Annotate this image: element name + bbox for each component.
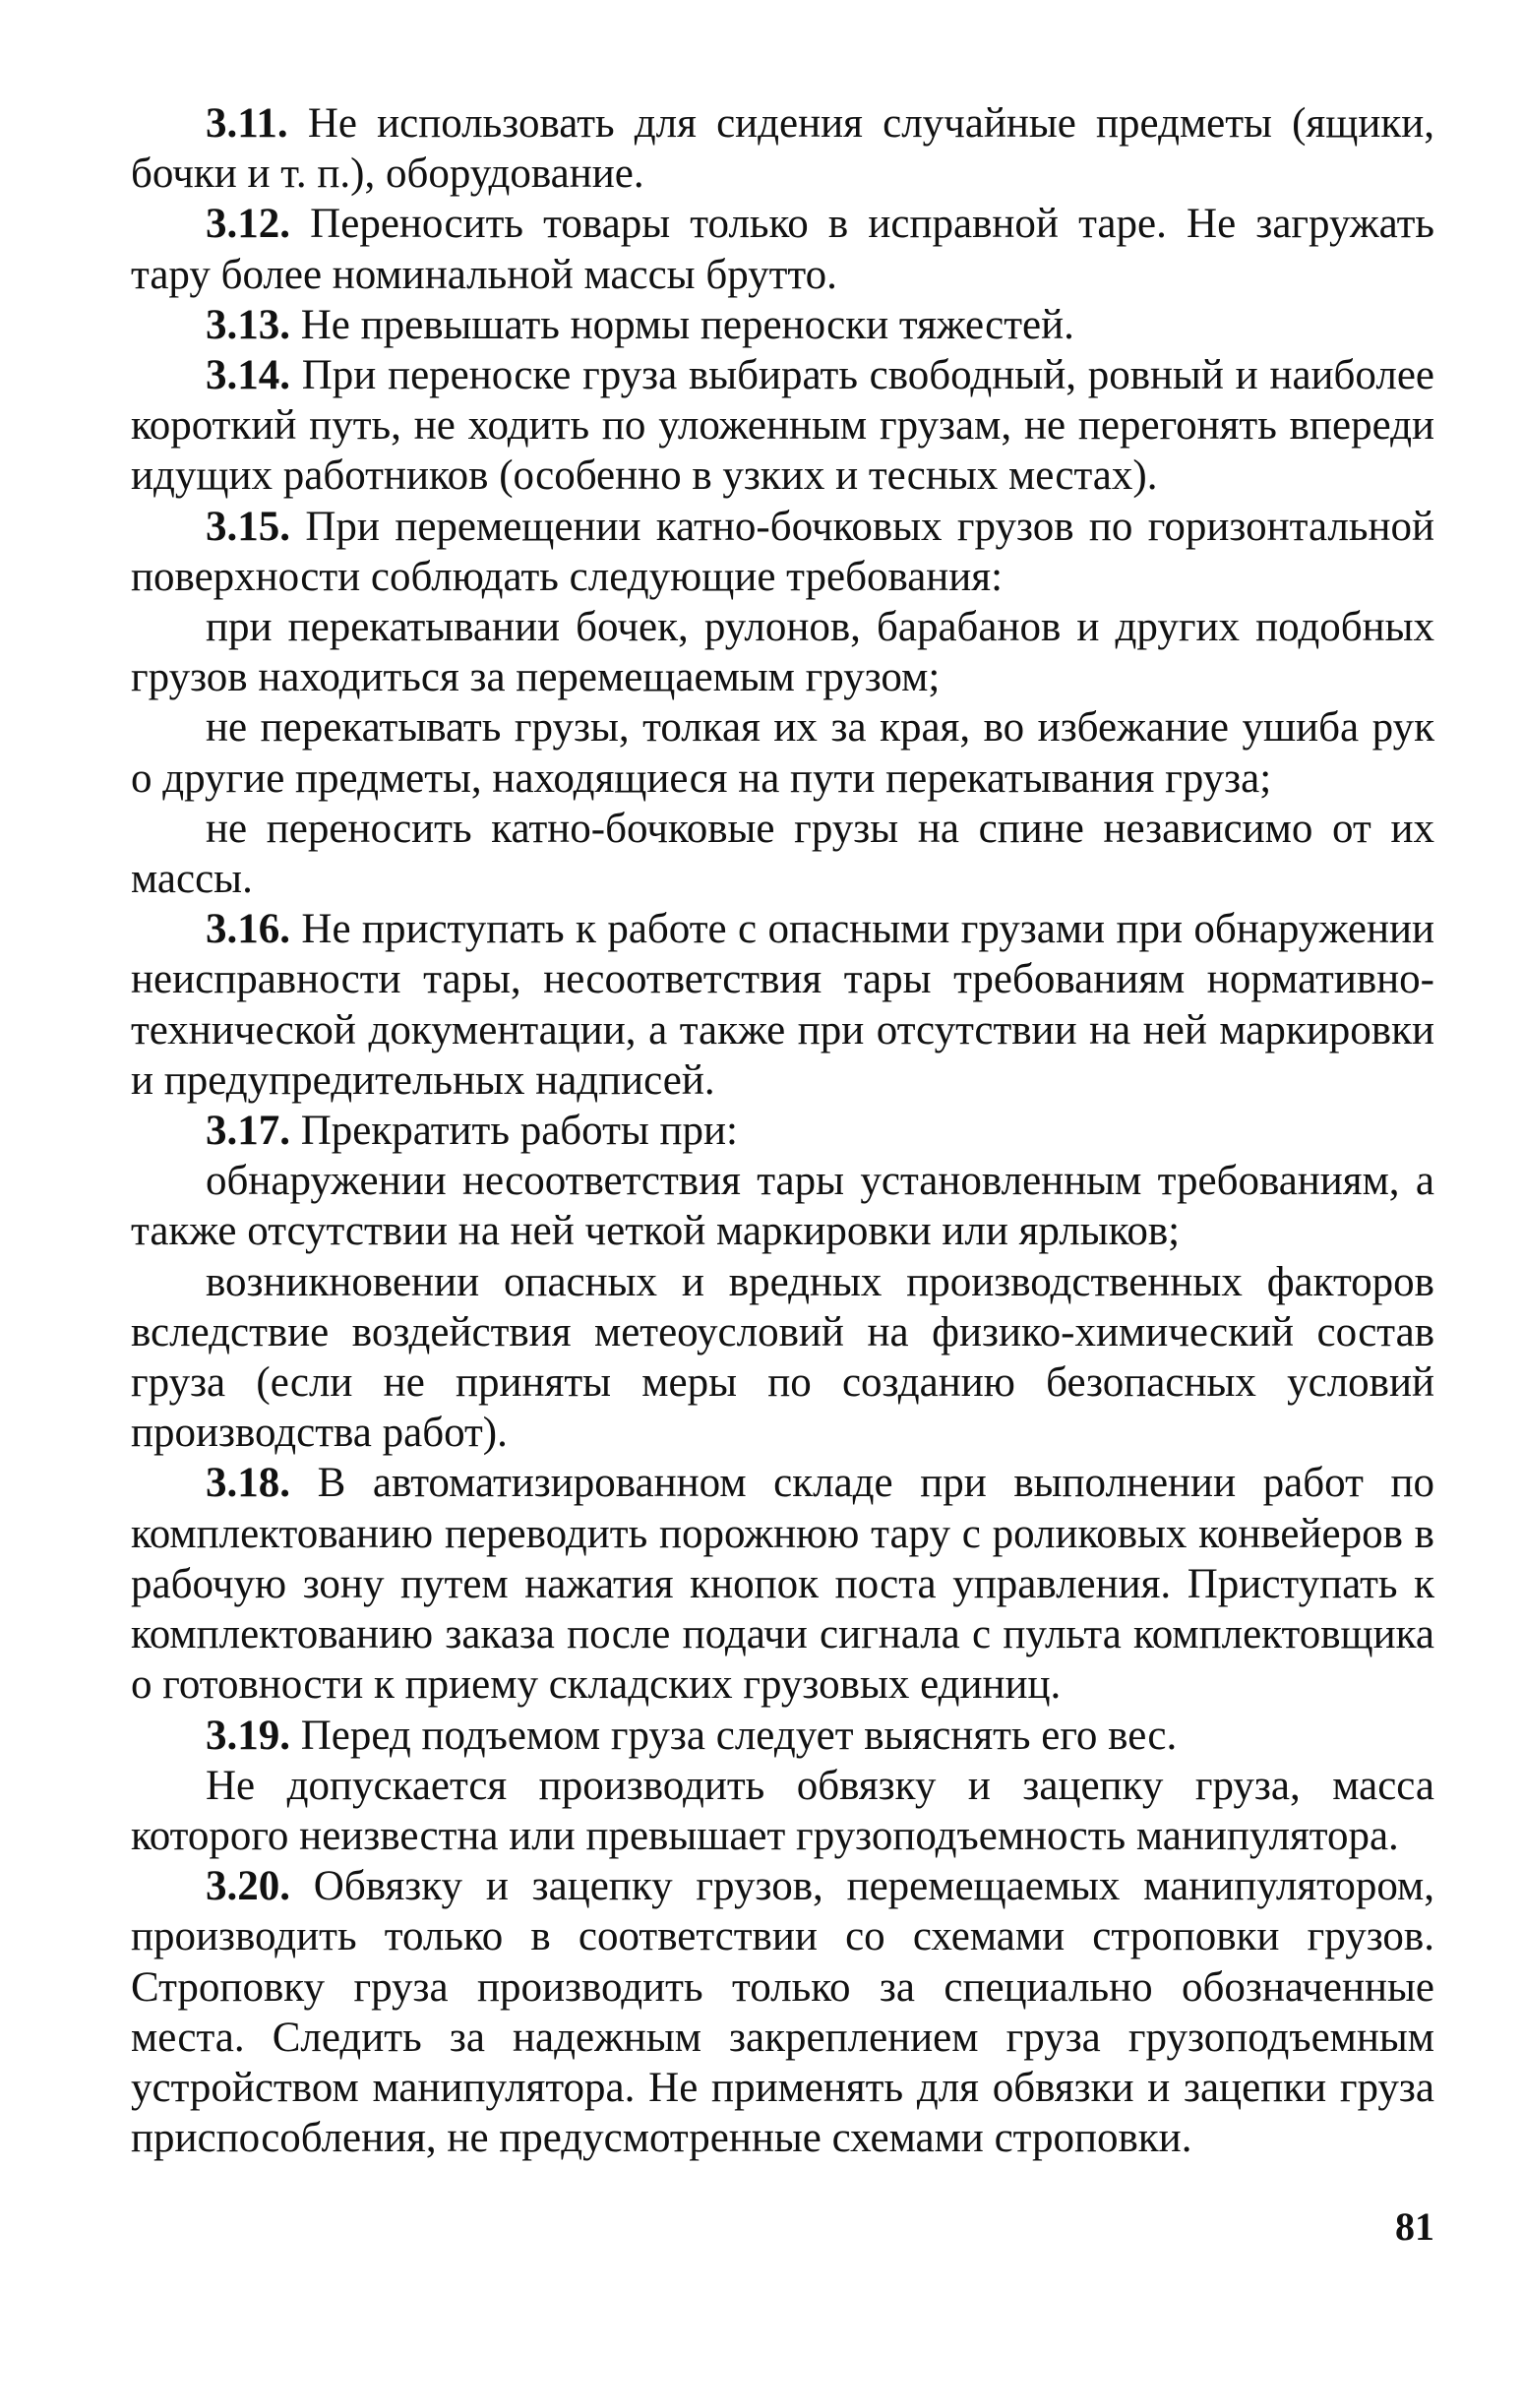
clause-number: 3.11.: [206, 100, 288, 147]
clause-text: Перед подъемом груза следует выяснять его вес.: [290, 1712, 1178, 1759]
clause-text: Не приступать к работе с опасными грузами при обнаружении неисправности тары, несоответствия тары требованиям нормативно-технической документации, а также при отсутствии на ней маркировки и предупредительных надписей.: [131, 906, 1434, 1104]
clause-text: Обвязку и зацепку грузов, перемещаемых манипулятором, производить только в соответствии со схемами строповки грузов. Строповку груза производить только за специально обозначенные места. Следить за надежным закреплением груза грузоподъемным устройством манипулятора. Не применять для обвязки и зацепки груза приспособления, не предусмотренные схемами строповки.: [131, 1863, 1434, 2162]
paragraph-3-13: [131, 300, 1434, 350]
clause-text: обнаружении несоответствия тары установленным требованиям, а также отсутствии на ней четкой маркировки или ярлыков;: [131, 1158, 1434, 1255]
clause-text: при перекатывании бочек, рулонов, барабанов и других подобных грузов находиться за перемещаемым грузом;: [131, 604, 1434, 701]
clause-number: 3.14.: [206, 352, 290, 399]
clause-number: 3.19.: [206, 1712, 290, 1759]
paragraph-3-20: [131, 1861, 1434, 2163]
clause-text: возникновении опасных и вредных производственных факторов вследствие воздействия метеоусловий на физико-химический состав груза (если не приняты меры по созданию безопасных условий производства работ).: [131, 1258, 1434, 1457]
paragraph-3-16: [131, 904, 1434, 1106]
paragraph-3-18: [131, 1458, 1434, 1710]
clause-number: 3.13.: [206, 301, 290, 348]
paragraph-3-12: [131, 199, 1434, 299]
paragraph-3-15-item-1: [131, 602, 1434, 702]
clause-text: При перемещении катно-бочковых грузов по горизонтальной поверхности соблюдать следующие требования:: [131, 503, 1434, 600]
paragraph-3-15-item-2: [131, 702, 1434, 803]
paragraph-3-19-note: [131, 1761, 1434, 1861]
clause-text: не перекатывать грузы, толкая их за края, во избежание ушиба рук о другие предметы, находящиеся на пути перекатывания груза;: [131, 704, 1434, 802]
clause-text: Не превышать нормы переноски тяжестей.: [290, 301, 1074, 348]
clause-number: 3.16.: [206, 906, 290, 953]
clause-text: Прекратить работы при:: [290, 1108, 739, 1155]
clause-text: Переносить товары только в исправной таре. Не загружать тару более номинальной массы брутто.: [131, 201, 1434, 298]
clause-number: 3.20.: [206, 1863, 290, 1910]
clause-number: 3.15.: [206, 503, 290, 550]
paragraph-3-19: [131, 1711, 1434, 1761]
paragraph-3-11: [131, 98, 1434, 199]
paragraph-3-15: [131, 502, 1434, 602]
clause-text: При переноске груза выбирать свободный, ровный и наиболее короткий путь, не ходить по уложенным грузам, не перегонять впереди идущих работников (особенно в узких и тесных местах).: [131, 352, 1434, 500]
clause-text: Не допускается производить обвязку и зацепку груза, масса которого неизвестна или превышает грузоподъемность манипулятора.: [131, 1762, 1434, 1859]
page-number: 81: [1395, 2204, 1434, 2249]
clause-text: не переносить катно-бочковые грузы на спине независимо от их массы.: [131, 805, 1434, 903]
paragraph-3-17-item-2: [131, 1257, 1434, 1459]
paragraph-3-17-item-1: [131, 1156, 1434, 1256]
clause-number: 3.18.: [206, 1460, 290, 1507]
paragraph-3-17: [131, 1106, 1434, 1156]
paragraph-3-15-item-3: [131, 804, 1434, 904]
clause-number: 3.17.: [206, 1108, 290, 1155]
page-body: [131, 98, 1434, 2163]
clause-text: Не использовать для сидения случайные предметы (ящики, бочки и т. п.), оборудование.: [131, 100, 1434, 198]
clause-number: 3.12.: [206, 201, 290, 248]
clause-text: В автоматизированном складе при выполнении работ по комплектованию переводить порожнюю тару с роликовых конвейеров в рабочую зону путем нажатия кнопок поста управления. Приступать к комплектованию заказа после подачи сигнала с пульта комплектовщика о готовности к приему складских грузовых единиц.: [131, 1460, 1434, 1709]
paragraph-3-14: [131, 350, 1434, 502]
